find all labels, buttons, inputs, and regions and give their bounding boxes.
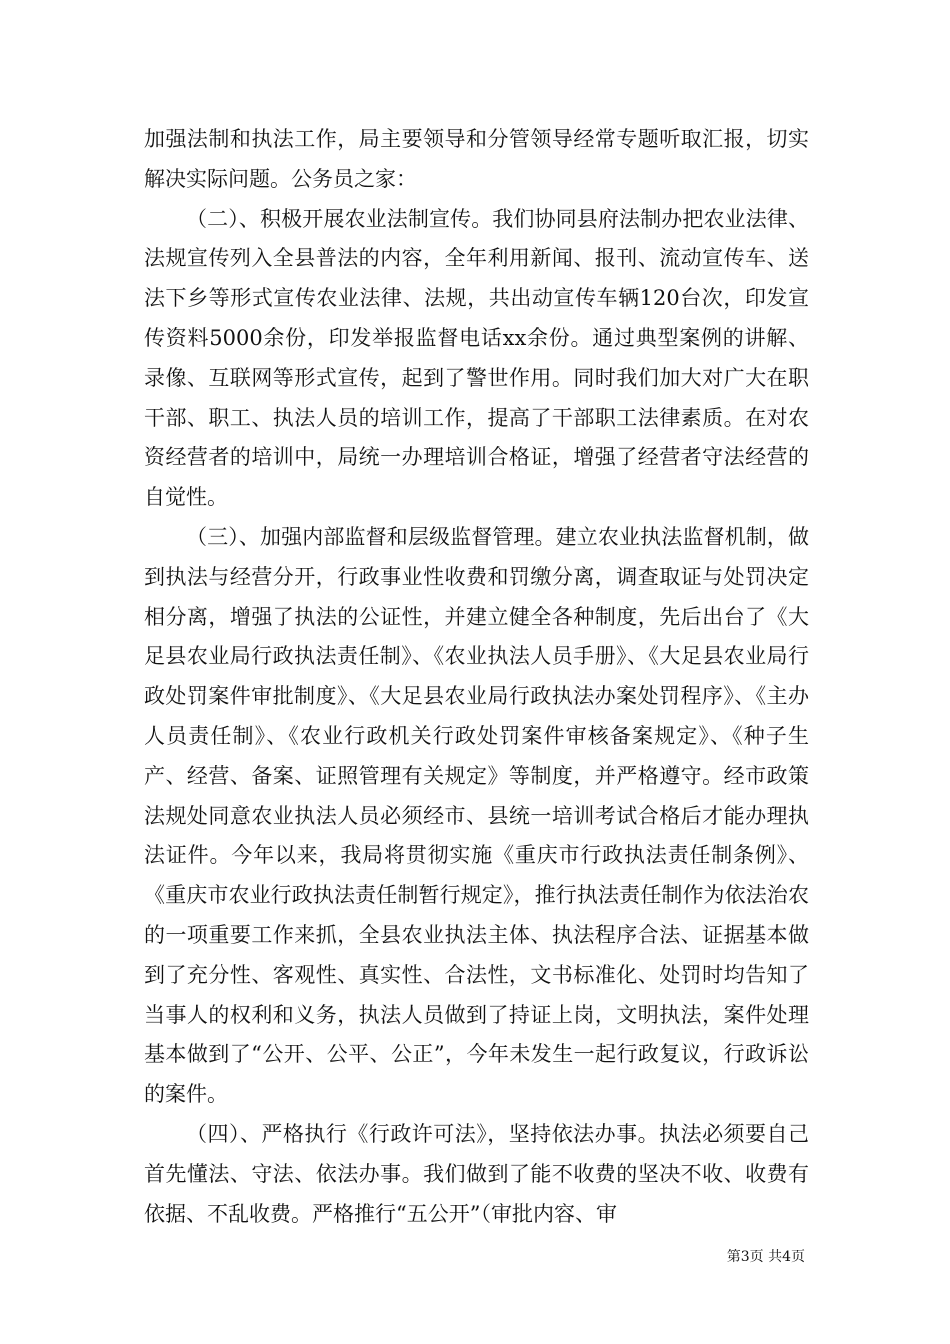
paragraph-administrative-license: （四）、严格执行《行政许可法》，坚持依法办事。执法必须要自己首先懂法、守法、依法办事。我们做到了能不收费的坚决不收、收费有依据、不乱收费。严格推行“五公开”（审批内容、审: [144, 1121, 809, 1226]
page-number-footer: 第3页 共4页: [726, 1249, 805, 1265]
paragraph-legal-publicity: （二）、积极开展农业法制宣传。我们协同县府法制办把农业法律、法规宣传列入全县普法的内容，全年利用新闻、报刊、流动宣传车、送法下乡等形式宣传农业法律、法规，共出动宣传车辆120台次，印发宣传资料5000余份，印发举报监督电话xx余份。通过典型案例的讲解、录像、互联网等形式宣传，起到了警世作用。同时我们加大对广大在职干部、职工、执法人员的培训工作，提高了干部职工法律素质。在对农资经营者的培训中，局统一办理培训合格证，增强了经营者守法经营的自觉性。: [144, 206, 809, 510]
paragraph-continuation: 加强法制和执法工作，局主要领导和分管领导经常专题听取汇报，切实解决实际问题。公务员之家：: [144, 127, 809, 191]
document-body: [144, 120, 809, 1234]
paragraph-internal-supervision: （三）、加强内部监督和层级监督管理。建立农业执法监督机制，做到执法与经营分开，行政事业性收费和罚缴分离，调查取证与处罚决定相分离，增强了执法的公证性，并建立健全各种制度，先后出台了《大足县农业局行政执法责任制》、《农业执法人员手册》、《大足县农业局行政处罚案件审批制度》、《大足县农业局行政执法办案处罚程序》、《主办人员责任制》、《农业行政机关行政处罚案件审核备案规定》、《种子生产、经营、备案、证照管理有关规定》等制度，并严格遵守。经市政策法规处同意农业执法人员必须经市、县统一培训考试合格后才能办理执法证件。今年以来，我局将贯彻实施《重庆市行政执法责任制条例》、《重庆市农业行政执法责任制暂行规定》，推行执法责任制作为依法治农的一项重要工作来抓，全县农业执法主体、执法程序合法、证据基本做到了充分性、客观性、真实性、合法性，文书标准化、处罚时均告知了当事人的权利和义务，执法人员做到了持证上岗，文明执法，案件处理基本做到了“公开、公平、公正”，今年未发生一起行政复议，行政诉讼的案件。: [144, 524, 809, 1107]
